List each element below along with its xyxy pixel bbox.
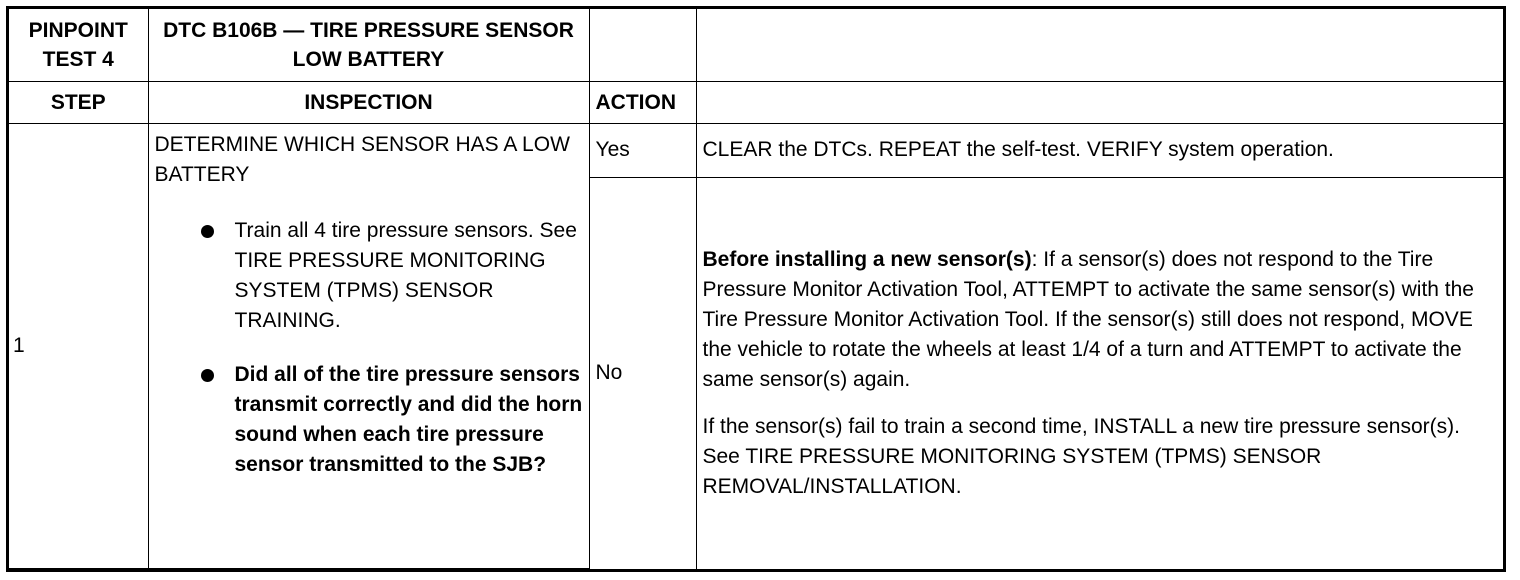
bullet-text: Train all 4 tire pressure sensors. See TIRE PRESSURE MONITORING SYSTEM (TPMS) SENSOR TRAINING. [234,218,577,332]
header-blank-cell [696,81,1503,123]
pinpoint-test-table [9,9,1503,569]
test-id: PINPOINT TEST 4 [9,9,148,81]
action-result-yes: CLEAR the DTCs. REPEAT the self-test. VERIFY system operation. [696,123,1503,177]
no-action-text: : If a sensor(s) does not respond to the Tire Pressure Monitor Activation Tool, ATTEMPT to activate the same sensor(s) with the Tire Pressure Monitor Activation Tool. If the sensor(s) still does not respond, MOVE the vehicle to rotate the wheels at least 1/4 of a turn and ATTEMPT to activate the same sensor(s) again. [702,247,1474,391]
inspection-heading: DETERMINE WHICH SENSOR HAS A LOW BATTERY [154,132,570,186]
title-blank-cell [589,9,696,81]
no-action-paragraph [703,245,1498,395]
bullet-question: Did all of the tire pressure sensors transmit correctly and did the horn sound when each tire pressure sensor transmitted to the SJB? [234,362,583,476]
action-label-yes: Yes [589,123,696,177]
list-item [201,216,583,336]
step-row [9,123,1503,177]
bullet-icon [201,369,214,382]
inspection-cell [148,123,589,569]
title-row [9,9,1503,81]
column-header-row [9,81,1503,123]
title-blank-cell [696,9,1503,81]
step-number: 1 [9,123,148,569]
inspection-bullets [155,216,583,480]
column-header-action: ACTION [589,81,696,123]
bullet-icon [201,225,214,238]
list-item [201,360,583,480]
no-action-lead: Before installing a new sensor(s) [702,247,1032,271]
column-header-step: STEP [9,81,148,123]
test-title: DTC B106B — TIRE PRESSURE SENSOR LOW BATTERY [148,9,589,81]
action-label-no: No [589,177,696,569]
column-header-inspection: INSPECTION [148,81,589,123]
no-action-followup: If the sensor(s) fail to train a second time, INSTALL a new tire pressure sensor(s). See TIRE PRESSURE MONITORING SYSTEM (TPMS) SENSOR REMOVAL/INSTALLATION. [702,414,1460,498]
pinpoint-test-document [6,6,1506,572]
action-result-no [696,177,1503,569]
